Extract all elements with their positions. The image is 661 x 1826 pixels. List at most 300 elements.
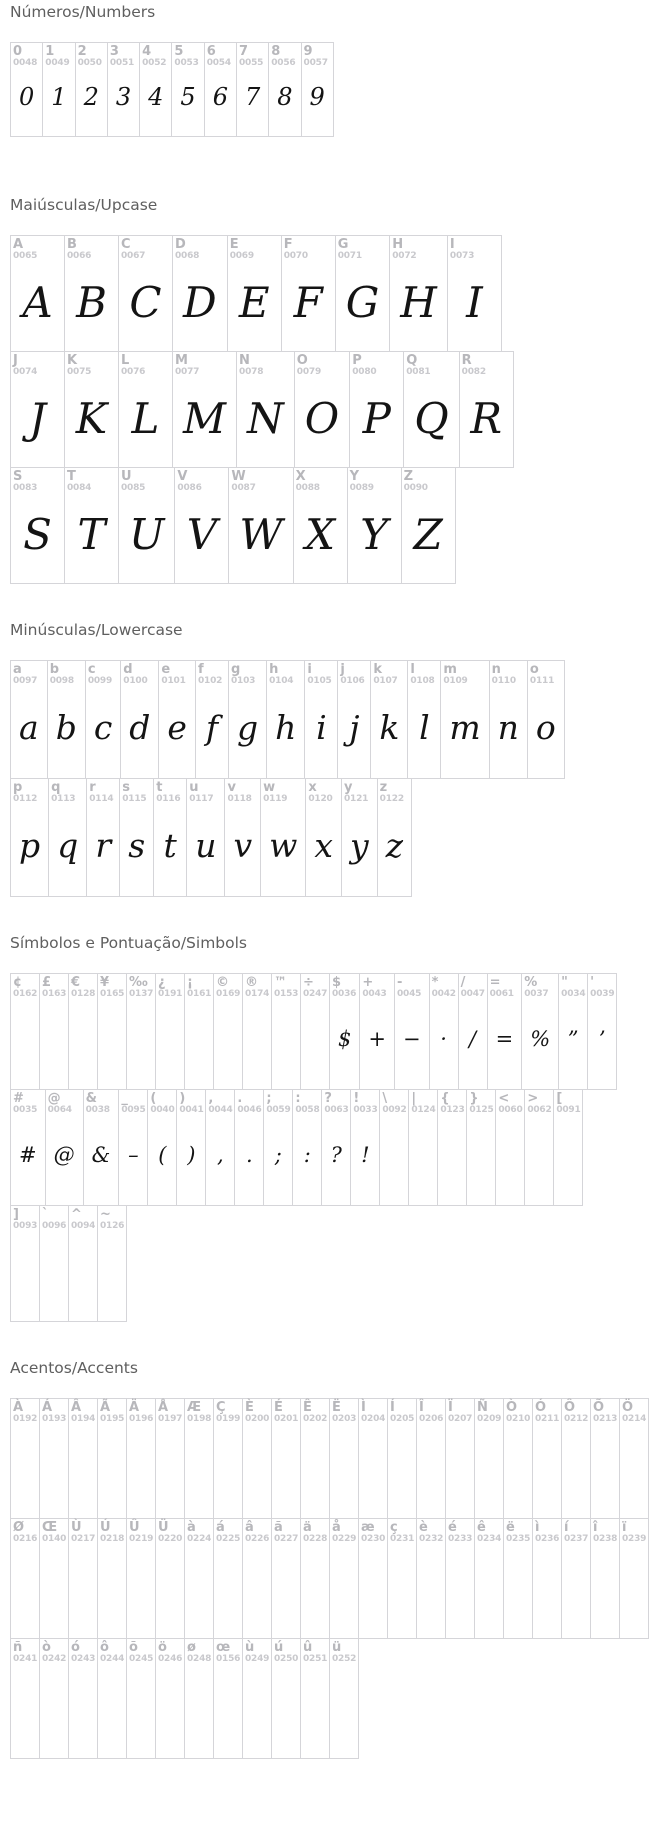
cell-unicode-code: 0041: [179, 1104, 204, 1115]
glyph-cell-0078: [236, 351, 295, 468]
glyph-cell-0192: [10, 1398, 40, 1519]
cell-head: [148, 1090, 176, 1115]
cell-head: [173, 352, 236, 377]
glyph-preview: [301, 1664, 329, 1758]
glyph-preview: [467, 1115, 495, 1205]
cell-character-label: Ç: [216, 1400, 226, 1415]
glyph-preview: [243, 1424, 271, 1518]
glyph-preview: z: [385, 825, 404, 865]
glyph-preview: t: [163, 825, 177, 865]
cell-head: [475, 1519, 503, 1544]
cell-unicode-code: 0052: [142, 57, 167, 68]
glyph-cell-0055: [236, 42, 269, 137]
cell-unicode-code: 0209: [477, 1413, 502, 1424]
glyph-table: [10, 1398, 661, 1759]
cell-unicode-code: 0236: [535, 1533, 560, 1544]
cell-character-label: ]: [13, 1207, 19, 1222]
cell-unicode-code: 0105: [307, 675, 332, 686]
glyph-preview: [40, 1231, 68, 1321]
cell-character-label: ÷: [303, 975, 314, 990]
section-numbers: [10, 3, 661, 137]
cell-character-label: O: [296, 353, 308, 368]
cell-character-label: £: [42, 975, 52, 990]
cell-character-label: ê: [477, 1520, 486, 1535]
cell-character-label: Q: [406, 353, 418, 368]
cell-unicode-code: 0252: [332, 1653, 357, 1664]
cell-character-label: J: [13, 353, 18, 368]
cell-unicode-code: 0199: [216, 1413, 241, 1424]
glyph-preview: [620, 1544, 648, 1638]
glyph-cell-0124: [408, 1089, 438, 1206]
glyph-preview: l: [419, 707, 430, 747]
glyph-cell-0103: [228, 660, 267, 779]
cell-unicode-code: 0213: [593, 1413, 618, 1424]
cell-character-label: ø: [187, 1640, 196, 1655]
glyph-preview: [185, 999, 213, 1089]
cell-unicode-code: 0235: [506, 1533, 531, 1544]
glyph-cell-0193: [39, 1398, 69, 1519]
cell-unicode-code: 0116: [156, 793, 181, 804]
cell-character-label: á: [216, 1520, 225, 1535]
glyph-cell-0220: [155, 1518, 185, 1639]
glyph-preview: [11, 1544, 39, 1638]
glyph-preview: ;: [274, 1143, 282, 1168]
glyph-row: [10, 778, 661, 897]
glyph-cell-0225: [213, 1518, 243, 1639]
cell-head: [225, 779, 260, 804]
cell-unicode-code: 0065: [13, 250, 38, 261]
glyph-cell-0034: [558, 973, 588, 1090]
cell-unicode-code: 0230: [361, 1533, 386, 1544]
cell-unicode-code: 0050: [77, 57, 102, 68]
glyph-preview: 6: [212, 83, 228, 112]
cell-character-label: î: [593, 1520, 598, 1535]
glyph-cell-0104: [266, 660, 305, 779]
cell-unicode-code: 0054: [206, 57, 231, 68]
cell-character-label: ¢: [13, 975, 23, 990]
glyph-cell-0067: [118, 235, 173, 352]
cell-unicode-code: 0249: [245, 1653, 270, 1664]
cell-head: [417, 1519, 445, 1544]
cell-unicode-code: 0115: [122, 793, 147, 804]
cell-unicode-code: 0101: [161, 675, 186, 686]
glyph-preview: +: [368, 1027, 386, 1052]
glyph-cell-0070: [281, 235, 336, 352]
glyph-cell-0248: [184, 1638, 214, 1759]
cell-character-label: d: [123, 662, 133, 677]
cell-head: [185, 1639, 213, 1664]
glyph-preview: ”: [567, 1027, 579, 1052]
cell-head: [525, 1090, 553, 1115]
glyph-row: [10, 467, 661, 584]
glyph-row: [10, 1398, 661, 1519]
glyph-preview: [214, 999, 242, 1089]
glyph-preview: J: [29, 393, 46, 443]
cell-unicode-code: 0194: [71, 1413, 96, 1424]
glyph-cell-0085: [118, 467, 175, 584]
cell-character-label: 7: [238, 44, 249, 59]
cell-character-label: 1: [45, 44, 55, 59]
cell-head: [43, 43, 74, 68]
cell-character-label: q: [51, 780, 61, 795]
glyph-preview: [272, 1664, 300, 1758]
glyph-cell-0153: [271, 973, 301, 1090]
cell-character-label: Û: [129, 1520, 140, 1535]
glyph-preview: ): [187, 1143, 196, 1168]
cell-head: [69, 1206, 97, 1231]
glyph-preview: [98, 1231, 126, 1321]
glyph-preview: [40, 1664, 68, 1758]
cell-character-label: è: [419, 1520, 428, 1535]
cell-unicode-code: 0049: [45, 57, 70, 68]
cell-head: [119, 236, 172, 261]
cell-unicode-code: 0059: [266, 1104, 291, 1115]
glyph-cell-0099: [85, 660, 121, 779]
glyph-preview: R: [470, 393, 502, 443]
cell-unicode-code: 0128: [71, 988, 96, 999]
cell-character-label: V: [177, 469, 188, 484]
glyph-cell-0238: [590, 1518, 620, 1639]
cell-head: [205, 43, 236, 68]
glyph-cell-0169: [213, 973, 243, 1090]
cell-head: [243, 1639, 271, 1664]
glyph-cell-0076: [118, 351, 173, 468]
cell-unicode-code: 0063: [324, 1104, 349, 1115]
glyph-cell-0073: [447, 235, 502, 352]
glyph-cell-0064: [45, 1089, 84, 1206]
cell-unicode-code: 0197: [158, 1413, 183, 1424]
cell-head: [351, 1090, 379, 1115]
glyph-preview: [438, 1115, 466, 1205]
cell-head: [69, 1639, 97, 1664]
cell-head: [294, 468, 347, 493]
cell-head: [591, 1519, 619, 1544]
cell-character-label: y: [343, 780, 353, 795]
glyph-cell-0113: [48, 778, 87, 897]
glyph-cell-0242: [39, 1638, 69, 1759]
cell-unicode-code: 0123: [440, 1104, 465, 1115]
cell-head: [467, 1090, 495, 1115]
cell-head: [87, 779, 119, 804]
cell-character-label: B: [67, 237, 77, 252]
cell-character-label: ;: [266, 1091, 272, 1106]
glyph-cell-0118: [224, 778, 261, 897]
glyph-cell-0236: [532, 1518, 562, 1639]
cell-head: [127, 1519, 155, 1544]
cell-unicode-code: 0219: [129, 1533, 154, 1544]
cell-unicode-code: 0224: [187, 1533, 212, 1544]
glyph-cell-0128: [68, 973, 98, 1090]
glyph-preview: 2: [83, 83, 99, 112]
glyph-cell-0229: [329, 1518, 359, 1639]
cell-unicode-code: 0229: [332, 1533, 357, 1544]
glyph-preview: P: [362, 393, 391, 443]
cell-character-label: ë: [506, 1520, 515, 1535]
cell-unicode-code: 0071: [337, 250, 362, 261]
glyph-preview: F: [293, 277, 323, 327]
cell-unicode-code: 0126: [100, 1220, 125, 1231]
section-lowercase: [10, 621, 661, 897]
cell-character-label: T: [67, 469, 76, 484]
glyph-cell-0233: [445, 1518, 475, 1639]
cell-character-label: z: [379, 780, 388, 795]
glyph-preview: r: [95, 825, 112, 865]
glyph-preview: [388, 1544, 416, 1638]
cell-unicode-code: 0097: [13, 675, 38, 686]
glyph-cell-0243: [68, 1638, 98, 1759]
cell-head: [301, 1519, 329, 1544]
glyph-row: [10, 42, 661, 137]
cell-character-label: U: [121, 469, 132, 484]
glyph-preview: v: [233, 825, 253, 865]
glyph-preview: x: [314, 825, 333, 865]
glyph-preview: S: [23, 509, 52, 559]
cell-character-label: Í: [390, 1400, 395, 1415]
cell-head: [243, 1399, 271, 1424]
glyph-preview: [40, 999, 68, 1089]
cell-character-label: n: [491, 662, 501, 677]
cell-unicode-code: 0140: [42, 1533, 67, 1544]
cell-unicode-code: 0094: [71, 1220, 96, 1231]
cell-head: [127, 974, 155, 999]
cell-unicode-code: 0037: [524, 988, 549, 999]
cell-head: [378, 779, 411, 804]
cell-head: [187, 779, 224, 804]
glyph-cell-0049: [42, 42, 75, 137]
glyph-preview: [69, 1424, 97, 1518]
glyph-preview: [69, 1664, 97, 1758]
glyph-preview: [11, 999, 39, 1089]
cell-unicode-code: 0191: [158, 988, 183, 999]
cell-head: [272, 974, 300, 999]
cell-unicode-code: 0225: [216, 1533, 241, 1544]
glyph-cell-0043: [359, 973, 395, 1090]
glyph-preview: [496, 1115, 524, 1205]
cell-character-label: Ø: [13, 1520, 25, 1535]
section-title: Números/Numbers: [10, 3, 156, 21]
glyph-cell-0095: [118, 1089, 148, 1206]
cell-character-label: \: [382, 1091, 388, 1106]
glyph-preview: @: [53, 1143, 75, 1168]
cell-unicode-code: 0198: [187, 1413, 212, 1424]
glyph-table: [10, 235, 661, 584]
glyph-preview: D: [183, 277, 217, 327]
glyph-preview: [98, 1544, 126, 1638]
glyph-cell-0080: [349, 351, 404, 468]
glyph-preview: H: [400, 277, 437, 327]
cell-head: [84, 1090, 119, 1115]
glyph-cell-0156: [213, 1638, 243, 1759]
cell-unicode-code: 0214: [622, 1413, 647, 1424]
cell-head: [159, 661, 195, 686]
cell-head: [330, 974, 359, 999]
cell-unicode-code: 0163: [42, 988, 67, 999]
cell-unicode-code: 0247: [303, 988, 328, 999]
cell-unicode-code: 0124: [411, 1104, 436, 1115]
cell-character-label: E: [229, 237, 239, 252]
glyph-preview: W: [239, 509, 283, 559]
cell-head: [243, 974, 271, 999]
cell-unicode-code: 0081: [406, 366, 431, 377]
cell-character-label: g: [230, 662, 241, 677]
glyph-preview: Z: [413, 509, 443, 559]
cell-character-label: ç: [390, 1520, 398, 1535]
glyph-preview: 4: [148, 83, 164, 112]
cell-unicode-code: 0111: [529, 675, 555, 686]
cell-head: [108, 43, 139, 68]
glyph-row: [10, 660, 661, 779]
cell-head: [359, 1399, 387, 1424]
cell-unicode-code: 0047: [460, 988, 485, 999]
glyph-preview: [214, 1544, 242, 1638]
cell-character-label: L: [121, 353, 130, 368]
glyph-cell-0198: [184, 1398, 214, 1519]
cell-unicode-code: 0043: [362, 988, 387, 999]
cell-character-label: É: [274, 1400, 283, 1415]
cell-character-label: r: [89, 780, 96, 795]
cell-character-label: 5: [174, 44, 184, 59]
glyph-preview: w: [269, 825, 298, 865]
glyph-preview: :: [303, 1143, 311, 1168]
glyph-preview: (: [158, 1143, 167, 1168]
cell-head: [404, 352, 458, 377]
cell-head: [172, 43, 203, 68]
cell-head: [459, 974, 487, 999]
cell-head: [360, 974, 394, 999]
glyph-preview: [533, 1544, 561, 1638]
glyph-preview: b: [55, 707, 77, 747]
glyph-preview: [69, 1231, 97, 1321]
cell-character-label: F: [283, 237, 293, 252]
glyph-cell-0245: [126, 1638, 156, 1759]
cell-character-label: p: [13, 780, 23, 795]
glyph-preview: [214, 1424, 242, 1518]
cell-character-label: ñ: [13, 1640, 23, 1655]
cell-character-label: Ö: [622, 1400, 634, 1415]
glyph-cell-0239: [619, 1518, 649, 1639]
glyph-cell-0090: [401, 467, 456, 584]
glyph-preview: 3: [115, 83, 132, 112]
cell-character-label: [: [556, 1091, 563, 1106]
glyph-cell-0214: [619, 1398, 649, 1519]
cell-head: [11, 43, 42, 68]
cell-head: [408, 661, 440, 686]
cell-unicode-code: 0248: [187, 1653, 212, 1664]
cell-unicode-code: 0034: [561, 988, 586, 999]
cell-head: [269, 43, 300, 68]
cell-character-label: È: [245, 1400, 254, 1415]
cell-head: [446, 1519, 474, 1544]
cell-character-label: c: [87, 662, 96, 677]
cell-character-label: }: [469, 1091, 479, 1106]
glyph-row: [10, 235, 661, 352]
cell-head: [185, 1399, 213, 1424]
glyph-row: [10, 351, 661, 468]
cell-unicode-code: 0206: [419, 1413, 444, 1424]
cell-unicode-code: 0227: [274, 1533, 299, 1544]
cell-head: [40, 974, 68, 999]
glyph-cell-0174: [242, 973, 272, 1090]
cell-character-label: ": [561, 975, 568, 990]
cell-character-label: ö: [158, 1640, 167, 1655]
glyph-preview: u: [195, 825, 217, 865]
glyph-cell-0207: [445, 1398, 475, 1519]
cell-unicode-code: 0077: [175, 366, 200, 377]
glyph-preview: C: [129, 277, 162, 327]
glyph-cell-0047: [458, 973, 488, 1090]
glyph-cell-0235: [503, 1518, 533, 1639]
glyph-cell-0211: [532, 1398, 562, 1519]
glyph-cell-0110: [489, 660, 528, 779]
cell-character-label: ^: [71, 1207, 82, 1222]
glyph-preview: ·: [440, 1027, 447, 1052]
cell-character-label: ô: [100, 1640, 109, 1655]
glyph-preview: [243, 1664, 271, 1758]
glyph-cell-0251: [300, 1638, 330, 1759]
cell-head: [40, 1639, 68, 1664]
glyph-cell-0106: [337, 660, 371, 779]
glyph-cell-0112: [10, 778, 49, 897]
glyph-cell-0219: [126, 1518, 156, 1639]
cell-unicode-code: 0232: [419, 1533, 444, 1544]
glyph-cell-0217: [68, 1518, 98, 1639]
glyph-cell-0241: [10, 1638, 40, 1759]
cell-head: [504, 1399, 532, 1424]
glyph-cell-0071: [335, 235, 391, 352]
glyph-preview: [562, 1424, 590, 1518]
cell-character-label: ¡: [187, 975, 193, 990]
cell-character-label: ó: [71, 1640, 80, 1655]
cell-character-label: %: [524, 975, 538, 990]
cell-unicode-code: 0211: [535, 1413, 560, 1424]
cell-head: [243, 1519, 271, 1544]
cell-character-label: ?: [324, 1091, 332, 1106]
glyph-cell-0041: [176, 1089, 206, 1206]
cell-unicode-code: 0202: [303, 1413, 328, 1424]
cell-head: [301, 1399, 329, 1424]
glyph-cell-0051: [107, 42, 140, 137]
cell-unicode-code: 0076: [121, 366, 146, 377]
glyph-cell-0052: [139, 42, 172, 137]
cell-unicode-code: 0066: [67, 250, 92, 261]
cell-character-label: f: [197, 662, 204, 677]
cell-unicode-code: 0073: [449, 250, 475, 261]
cell-head: [156, 974, 184, 999]
glyph-cell-0062: [524, 1089, 554, 1206]
glyph-cell-0042: [429, 973, 459, 1090]
cell-character-label: ™: [274, 975, 287, 990]
cell-head: [48, 661, 85, 686]
cell-character-label: |: [411, 1091, 417, 1106]
cell-head: [69, 1399, 97, 1424]
cell-head: [336, 236, 390, 261]
cell-head: [533, 1399, 561, 1424]
glyph-cell-0059: [263, 1089, 293, 1206]
cell-unicode-code: 0090: [403, 482, 428, 493]
glyph-preview: [504, 1424, 532, 1518]
cell-head: [446, 1399, 474, 1424]
character-map: [10, 3, 661, 1759]
glyph-cell-0048: [10, 42, 43, 137]
glyph-preview: [127, 1664, 155, 1758]
cell-head: [330, 1399, 358, 1424]
glyph-cell-0108: [407, 660, 441, 779]
cell-unicode-code: 0053: [174, 57, 199, 68]
section-title: Símbolos e Pontuação/Simbols: [10, 934, 247, 952]
cell-head: [350, 352, 403, 377]
cell-character-label: Ï: [448, 1400, 453, 1415]
cell-character-label: P: [352, 353, 362, 368]
